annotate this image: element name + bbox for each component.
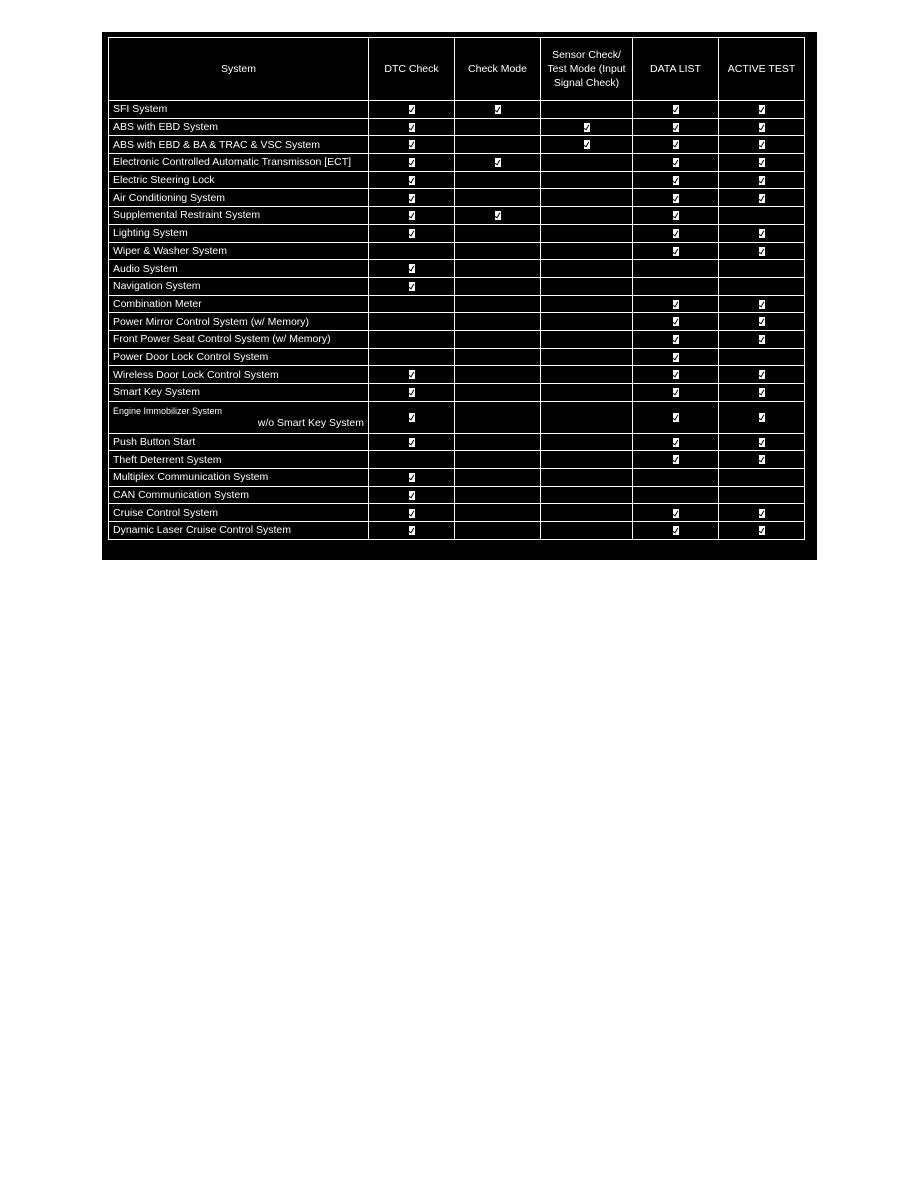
check-mode-cell — [455, 469, 541, 487]
active-test-cell — [719, 433, 805, 451]
active-test-cell — [719, 207, 805, 225]
data-list-cell — [633, 189, 719, 207]
header-row — [109, 38, 805, 101]
active-test-cell — [719, 486, 805, 504]
check-mode-cell — [455, 451, 541, 469]
check-mark-icon — [409, 140, 415, 149]
dtc-check-cell — [369, 118, 455, 136]
check-mode-cell — [455, 118, 541, 136]
system-cell — [109, 101, 369, 119]
table-row — [109, 260, 805, 278]
active-test-cell — [719, 260, 805, 278]
sensor-check-cell — [541, 118, 633, 136]
data-list-cell — [633, 486, 719, 504]
dtc-check-cell — [369, 242, 455, 260]
active-test-cell — [719, 401, 805, 433]
check-mark-icon — [673, 413, 679, 422]
table-row — [109, 171, 805, 189]
system-cell — [109, 224, 369, 242]
active-test-cell — [719, 189, 805, 207]
dtc-check-cell — [369, 451, 455, 469]
system-name: Theft Deterrent System — [113, 453, 222, 466]
check-mark-icon — [409, 105, 415, 114]
check-mark-icon — [409, 158, 415, 167]
check-mark-icon — [409, 282, 415, 291]
check-mode-cell — [455, 401, 541, 433]
system-cell — [109, 242, 369, 260]
sensor-check-cell — [541, 189, 633, 207]
check-mark-icon — [759, 526, 765, 535]
active-test-cell — [719, 277, 805, 295]
table-row — [109, 486, 805, 504]
sensor-check-cell — [541, 154, 633, 172]
sensor-check-cell — [541, 433, 633, 451]
dtc-check-cell — [369, 504, 455, 522]
check-mark-icon — [673, 455, 679, 464]
data-list-cell — [633, 451, 719, 469]
check-mark-icon — [759, 140, 765, 149]
check-mark-icon — [673, 211, 679, 220]
active-test-cell — [719, 136, 805, 154]
sensor-check-cell — [541, 313, 633, 331]
check-mark-icon — [673, 229, 679, 238]
data-list-cell — [633, 171, 719, 189]
sensor-check-cell — [541, 224, 633, 242]
sensor-check-cell — [541, 260, 633, 278]
system-cell — [109, 295, 369, 313]
data-list-cell — [633, 101, 719, 119]
data-list-cell — [633, 401, 719, 433]
check-mark-icon — [759, 300, 765, 309]
check-mark-icon — [759, 247, 765, 256]
system-name: Multiplex Communication System — [113, 471, 269, 484]
sensor-check-cell — [541, 277, 633, 295]
table-row — [109, 504, 805, 522]
sensor-check-cell — [541, 330, 633, 348]
check-mark-icon — [673, 105, 679, 114]
check-mark-icon — [759, 509, 765, 518]
check-mark-icon — [495, 158, 501, 167]
check-mark-icon — [584, 123, 590, 132]
table-row — [109, 295, 805, 313]
check-mark-icon — [759, 317, 765, 326]
check-mark-icon — [759, 194, 765, 203]
active-test-cell — [719, 469, 805, 487]
sensor-check-cell — [541, 522, 633, 540]
system-name: Electric Steering Lock — [113, 174, 215, 187]
dtc-check-cell — [369, 469, 455, 487]
active-test-cell — [719, 171, 805, 189]
data-list-cell — [633, 366, 719, 384]
dtc-check-cell — [369, 101, 455, 119]
table-row — [109, 207, 805, 225]
table-row — [109, 330, 805, 348]
dtc-check-cell — [369, 486, 455, 504]
check-mark-icon — [673, 123, 679, 132]
active-test-cell — [719, 366, 805, 384]
check-mode-cell — [455, 154, 541, 172]
check-mark-icon — [409, 438, 415, 447]
data-list-cell — [633, 469, 719, 487]
check-mark-icon — [409, 473, 415, 482]
check-mode-cell — [455, 189, 541, 207]
system-cell — [109, 260, 369, 278]
system-name: SFI System — [113, 103, 168, 116]
header-active-test: ACTIVE TEST — [719, 38, 805, 101]
system-name: Lighting System — [113, 227, 188, 240]
check-mark-icon — [673, 335, 679, 344]
check-mode-cell — [455, 242, 541, 260]
sensor-check-cell — [541, 486, 633, 504]
check-mark-icon — [673, 438, 679, 447]
dtc-check-cell — [369, 136, 455, 154]
data-list-cell — [633, 118, 719, 136]
check-mode-cell — [455, 522, 541, 540]
check-mode-cell — [455, 348, 541, 366]
system-cell — [109, 189, 369, 207]
active-test-cell — [719, 101, 805, 119]
dtc-check-cell — [369, 260, 455, 278]
sensor-check-cell — [541, 242, 633, 260]
check-mark-icon — [409, 526, 415, 535]
system-name: Push Button Start — [113, 436, 196, 449]
active-test-cell — [719, 154, 805, 172]
active-test-cell — [719, 295, 805, 313]
active-test-cell — [719, 242, 805, 260]
system-name: Wiper & Washer System — [113, 244, 227, 257]
check-mark-icon — [409, 211, 415, 220]
diagnostic-function-table — [108, 37, 805, 540]
check-mode-cell — [455, 277, 541, 295]
active-test-cell — [719, 522, 805, 540]
data-list-cell — [633, 433, 719, 451]
check-mark-icon — [759, 388, 765, 397]
system-name: ABS with EBD & BA & TRAC & VSC System — [113, 138, 320, 151]
check-mode-cell — [455, 384, 541, 402]
sensor-check-cell — [541, 348, 633, 366]
system-cell — [109, 469, 369, 487]
system-cell — [109, 207, 369, 225]
active-test-cell — [719, 118, 805, 136]
check-mark-icon — [409, 176, 415, 185]
system-cell — [109, 348, 369, 366]
table-row — [109, 224, 805, 242]
check-mark-icon — [759, 105, 765, 114]
check-mark-icon — [673, 158, 679, 167]
system-cell — [109, 118, 369, 136]
check-mode-cell — [455, 171, 541, 189]
system-cell — [109, 433, 369, 451]
data-list-cell — [633, 154, 719, 172]
dtc-check-cell — [369, 401, 455, 433]
data-list-cell — [633, 295, 719, 313]
dtc-check-cell — [369, 171, 455, 189]
active-test-cell — [719, 330, 805, 348]
check-mark-icon — [409, 264, 415, 273]
data-list-cell — [633, 313, 719, 331]
dtc-check-cell — [369, 154, 455, 172]
system-qualifier: w/o Smart Key System — [257, 417, 364, 430]
sensor-check-cell — [541, 295, 633, 313]
table-row — [109, 101, 805, 119]
check-mark-icon — [409, 229, 415, 238]
check-mode-cell — [455, 433, 541, 451]
data-list-cell — [633, 242, 719, 260]
system-name: Front Power Seat Control System (w/ Memory) — [113, 333, 331, 346]
dtc-check-cell — [369, 313, 455, 331]
table-row — [109, 277, 805, 295]
table-row — [109, 189, 805, 207]
dtc-check-cell — [369, 433, 455, 451]
check-mark-icon — [673, 247, 679, 256]
sensor-check-cell — [541, 401, 633, 433]
check-mark-icon — [409, 388, 415, 397]
system-name: Dynamic Laser Cruise Control System — [113, 524, 291, 537]
system-cell — [109, 401, 369, 433]
check-mark-icon — [673, 140, 679, 149]
check-mode-cell — [455, 366, 541, 384]
system-cell — [109, 504, 369, 522]
active-test-cell — [719, 348, 805, 366]
check-mark-icon — [673, 370, 679, 379]
sensor-check-cell — [541, 366, 633, 384]
active-test-cell — [719, 224, 805, 242]
table-row — [109, 118, 805, 136]
system-name: Power Door Lock Control System — [113, 350, 269, 363]
data-list-cell — [633, 136, 719, 154]
system-cell — [109, 171, 369, 189]
check-mode-cell — [455, 136, 541, 154]
check-mark-icon — [673, 353, 679, 362]
sensor-check-cell — [541, 504, 633, 522]
sensor-check-cell — [541, 451, 633, 469]
data-list-cell — [633, 207, 719, 225]
check-mode-cell — [455, 295, 541, 313]
table-row — [109, 242, 805, 260]
system-name: Engine Immobilizer System — [113, 406, 223, 417]
table-row — [109, 366, 805, 384]
system-cell — [109, 313, 369, 331]
sensor-check-cell — [541, 136, 633, 154]
system-cell — [109, 330, 369, 348]
system-name: ABS with EBD System — [113, 121, 219, 134]
check-mark-icon — [495, 105, 501, 114]
header-sensor-check: Sensor Check/ Test Mode (Input Signal Check) — [541, 38, 633, 101]
dtc-check-cell — [369, 522, 455, 540]
check-mark-icon — [673, 176, 679, 185]
system-cell — [109, 451, 369, 469]
table-row — [109, 136, 805, 154]
check-mark-icon — [673, 194, 679, 203]
data-list-cell — [633, 522, 719, 540]
check-mode-cell — [455, 224, 541, 242]
table-row — [109, 401, 805, 433]
header-dtc-check: DTC Check — [369, 38, 455, 101]
table-row — [109, 522, 805, 540]
table-row — [109, 451, 805, 469]
check-mark-icon — [673, 509, 679, 518]
dtc-check-cell — [369, 330, 455, 348]
table-row — [109, 313, 805, 331]
sensor-check-cell — [541, 207, 633, 225]
check-mark-icon — [584, 140, 590, 149]
dtc-check-cell — [369, 207, 455, 225]
active-test-cell — [719, 451, 805, 469]
active-test-cell — [719, 504, 805, 522]
check-mark-icon — [759, 123, 765, 132]
data-list-cell — [633, 348, 719, 366]
system-name: Smart Key System — [113, 386, 200, 399]
table-row — [109, 469, 805, 487]
check-mark-icon — [759, 370, 765, 379]
system-name: Combination Meter — [113, 297, 202, 310]
sensor-check-cell — [541, 384, 633, 402]
table-row — [109, 384, 805, 402]
check-mark-icon — [409, 370, 415, 379]
data-list-cell — [633, 224, 719, 242]
data-list-cell — [633, 384, 719, 402]
check-mark-icon — [409, 509, 415, 518]
system-cell — [109, 277, 369, 295]
dtc-check-cell — [369, 224, 455, 242]
table-row — [109, 433, 805, 451]
system-name: Wireless Door Lock Control System — [113, 368, 279, 381]
system-name: CAN Communication System — [113, 489, 249, 502]
diagnostic-function-table-frame — [102, 32, 817, 560]
check-mark-icon — [673, 300, 679, 309]
check-mode-cell — [455, 101, 541, 119]
data-list-cell — [633, 260, 719, 278]
check-mark-icon — [409, 123, 415, 132]
system-name: Air Conditioning System — [113, 191, 226, 204]
check-mark-icon — [409, 491, 415, 500]
system-cell — [109, 486, 369, 504]
system-cell — [109, 522, 369, 540]
header-check-mode: Check Mode — [455, 38, 541, 101]
system-cell — [109, 136, 369, 154]
check-mark-icon — [673, 388, 679, 397]
check-mark-icon — [759, 335, 765, 344]
dtc-check-cell — [369, 277, 455, 295]
check-mode-cell — [455, 207, 541, 225]
system-name: Power Mirror Control System (w/ Memory) — [113, 315, 310, 328]
check-mode-cell — [455, 260, 541, 278]
system-name: Cruise Control System — [113, 506, 219, 519]
check-mark-icon — [759, 455, 765, 464]
dtc-check-cell — [369, 348, 455, 366]
active-test-cell — [719, 313, 805, 331]
sensor-check-cell — [541, 171, 633, 189]
header-data-list: DATA LIST — [633, 38, 719, 101]
check-mode-cell — [455, 313, 541, 331]
check-mark-icon — [759, 176, 765, 185]
check-mode-cell — [455, 504, 541, 522]
data-list-cell — [633, 277, 719, 295]
dtc-check-cell — [369, 384, 455, 402]
data-list-cell — [633, 504, 719, 522]
system-cell — [109, 384, 369, 402]
check-mode-cell — [455, 486, 541, 504]
system-cell — [109, 154, 369, 172]
check-mark-icon — [759, 413, 765, 422]
system-name: Navigation System — [113, 280, 201, 293]
table-row — [109, 348, 805, 366]
check-mark-icon — [495, 211, 501, 220]
system-name: Electronic Controlled Automatic Transmisson [ECT] — [113, 156, 352, 169]
system-name: Audio System — [113, 262, 178, 275]
check-mark-icon — [759, 158, 765, 167]
check-mark-icon — [673, 526, 679, 535]
sensor-check-cell — [541, 101, 633, 119]
sensor-check-cell — [541, 469, 633, 487]
data-list-cell — [633, 330, 719, 348]
dtc-check-cell — [369, 189, 455, 207]
check-mark-icon — [759, 438, 765, 447]
check-mark-icon — [673, 317, 679, 326]
dtc-check-cell — [369, 295, 455, 313]
dtc-check-cell — [369, 366, 455, 384]
system-cell — [109, 366, 369, 384]
active-test-cell — [719, 384, 805, 402]
check-mark-icon — [409, 413, 415, 422]
check-mark-icon — [409, 194, 415, 203]
table-row — [109, 154, 805, 172]
check-mode-cell — [455, 330, 541, 348]
check-mark-icon — [759, 229, 765, 238]
header-system: System — [109, 38, 369, 101]
system-name: Supplemental Restraint System — [113, 209, 261, 222]
